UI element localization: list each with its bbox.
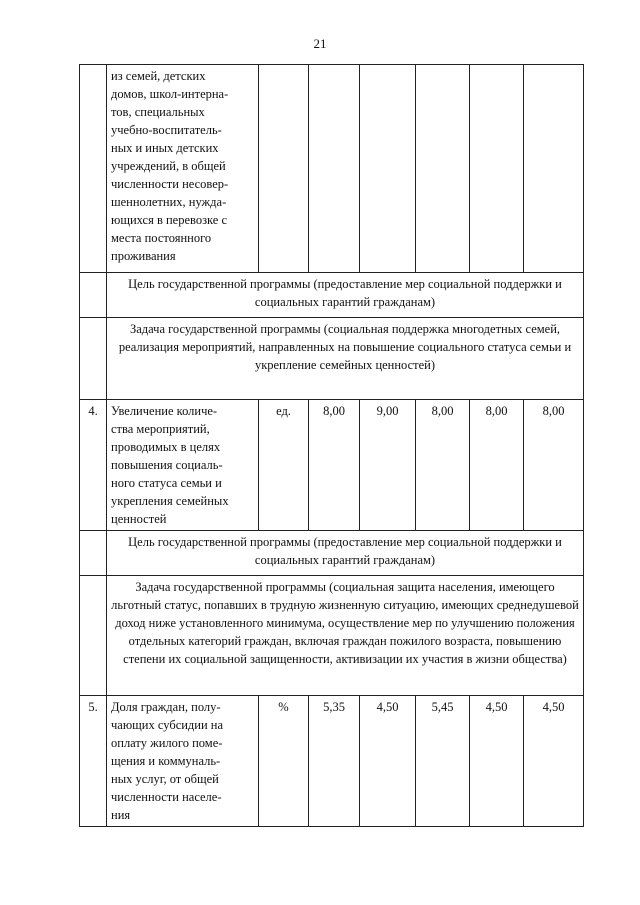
goal-row [80, 273, 584, 318]
unit-cell: % [259, 696, 309, 827]
value-cell: 5,35 [309, 696, 360, 827]
value-cell [309, 65, 360, 273]
table-row [80, 65, 584, 273]
goal-text: Цель государственной программы (предоставление мер социальной поддержки и социальных гарантий гражданам) [107, 273, 584, 318]
value-cell [470, 65, 524, 273]
value-cell [416, 65, 470, 273]
value-cell: 8,00 [416, 400, 470, 531]
value-cell: 8,00 [309, 400, 360, 531]
row-number: 4. [80, 400, 107, 531]
row-number: 5. [80, 696, 107, 827]
number-cell [80, 65, 107, 273]
value-cell [524, 65, 584, 273]
goal-row [80, 531, 584, 576]
indicators-table [79, 64, 584, 827]
unit-cell: ед. [259, 400, 309, 531]
task-row [80, 318, 584, 400]
indicator-name-cell: Доля граждан, полу- чающих субсидии на оплату жилого поме- щения и коммуналь- ных услуг, от общей численности населе- ния [107, 696, 259, 827]
value-cell: 9,00 [360, 400, 416, 531]
value-cell: 4,50 [360, 696, 416, 827]
goal-text: Цель государственной программы (предоставление мер социальной поддержки и социальных гарантий гражданам) [107, 531, 584, 576]
value-cell: 5,45 [416, 696, 470, 827]
value-cell: 8,00 [524, 400, 584, 531]
task-text: Задача государственной программы (социальная поддержка многодетных семей, реализация мероприятий, направленных на повышение социального статуса семьи и укрепление семейных ценностей) [107, 318, 584, 400]
table-row [80, 400, 584, 531]
number-cell [80, 576, 107, 696]
value-cell: 4,50 [470, 696, 524, 827]
indicator-name-cell: из семей, детских домов, школ-интерна- тов, специальных учебно-воспитатель- ных и иных детских учреждений, в общей численности несовер- шеннолетних, нужда- ющихся в перевозке с места постоянного проживания [107, 65, 259, 273]
task-row [80, 576, 584, 696]
value-cell: 8,00 [470, 400, 524, 531]
indicator-name-cell: Увеличение количе- ства мероприятий, проводимых в целях повышения социаль- ного статуса семьи и укрепления семейных ценностей [107, 400, 259, 531]
table-row [80, 696, 584, 827]
number-cell [80, 273, 107, 318]
task-text: Задача государственной программы (социальная защита населения, имеющего льготный статус, попавших в трудную жизненную ситуацию, имеющих среднедушевой доход ниже установленного минимума, осуществление мер по улучшению положения отдельных категорий граждан, включая граждан пожилого возраста, повышению степени их социальной защищенности, активизации их участия в жизни общества) [107, 576, 584, 696]
value-cell [360, 65, 416, 273]
number-cell [80, 318, 107, 400]
value-cell: 4,50 [524, 696, 584, 827]
number-cell [80, 531, 107, 576]
unit-cell [259, 65, 309, 273]
page-number: 21 [313, 36, 327, 51]
